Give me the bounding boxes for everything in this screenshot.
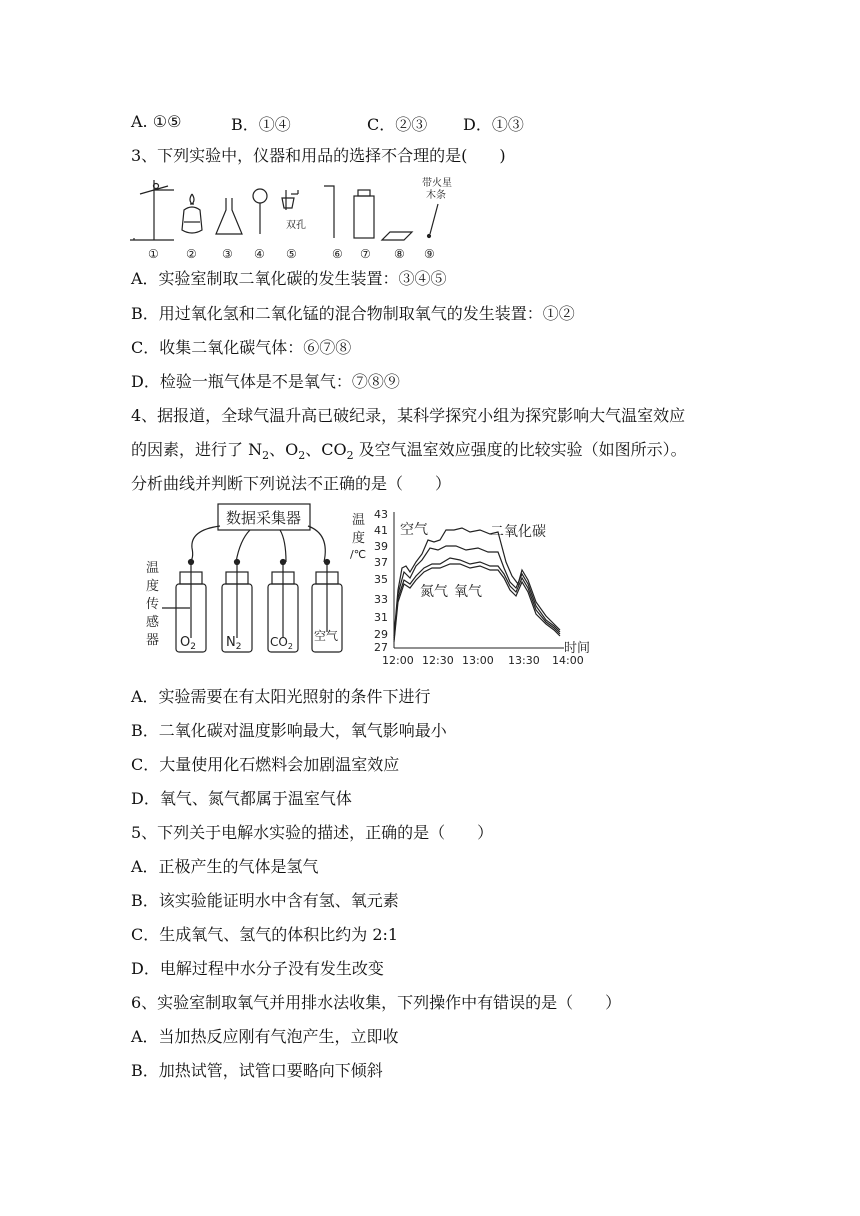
- bottle-co2-label: $CO_2$: [270, 635, 293, 651]
- q5-option-b: B．该实验能证明水中含有氢、氧元素: [131, 891, 399, 910]
- bottle-n2-label: $N_2$: [226, 635, 242, 652]
- q4-option-c: C．大量使用化石燃料会加剧温室效应: [131, 755, 400, 774]
- label-air: 空气: [400, 522, 428, 538]
- label-o2: 氧气: [454, 584, 482, 600]
- q6-option-a: A．当加热反应刚有气泡产生，立即收: [131, 1027, 399, 1046]
- bottle-air-label: 空气: [314, 629, 339, 643]
- wire-1: [190, 526, 220, 562]
- sensor-label-3: 传: [146, 597, 160, 612]
- gas-bottle-icon: [354, 190, 374, 238]
- bent-tube-icon: [324, 186, 334, 238]
- double-hole-label: 双孔: [286, 220, 306, 231]
- q3-option-a: A．实验室制取二氧化碳的发生装置：③④⑤: [131, 269, 447, 288]
- q5-stem: 5、下列关于电解水实验的描述，正确的是（ ）: [131, 823, 494, 842]
- q4-temperature-chart: [350, 506, 600, 670]
- ytick-31: 31: [374, 611, 388, 624]
- label-2: ②: [186, 247, 197, 261]
- ytick-39: 39: [374, 540, 388, 553]
- wire-2: [236, 530, 250, 562]
- ytick-37: 37: [374, 556, 388, 569]
- q3-option-b: B．用过氧化氢和二氧化锰的混合物制取氧气的发生装置：①②: [131, 304, 575, 323]
- label-1: ①: [148, 247, 159, 261]
- glowing-splint-icon: [428, 204, 439, 238]
- ytick-43: 43: [374, 508, 388, 521]
- ylabel-1: 温: [352, 513, 366, 528]
- splint-label-1: 带火星: [422, 178, 452, 189]
- q4-option-a: A．实验需要在有太阳光照射的条件下进行: [131, 687, 431, 706]
- q4-apparatus-figure: [140, 500, 366, 660]
- q6-option-b: B．加热试管，试管口要略向下倾斜: [131, 1061, 383, 1080]
- sensor-label-1: 温: [146, 561, 160, 576]
- sensor-label-2: 度: [146, 579, 160, 594]
- conical-flask-icon: [216, 198, 242, 234]
- sensor-label-5: 器: [146, 633, 160, 648]
- sensor-label-4: 感: [146, 615, 160, 630]
- glass-plate-icon: [382, 232, 412, 240]
- funnel-icon: [253, 189, 267, 234]
- alcohol-lamp-icon: [182, 194, 202, 233]
- splint-label-2: 木条: [426, 190, 446, 201]
- q3-stem: 3、下列实验中，仪器和用品的选择不合理的是( ): [131, 146, 506, 165]
- ytick-27: 27: [374, 641, 388, 654]
- label-n2: 氮气: [420, 584, 448, 600]
- label-3: ③: [222, 247, 233, 261]
- ytick-29: 29: [374, 628, 388, 641]
- label-6: ⑥: [332, 247, 343, 261]
- ytick-35: 35: [374, 573, 388, 586]
- xtick-1230: 12:30: [422, 654, 454, 667]
- ytick-41: 41: [374, 524, 388, 537]
- q4-stem-line2: 的因素，进行了 $N_2$、$O_2$、$CO_2$ 及空气温室效应强度的比较实验（如图所示）。: [131, 440, 687, 463]
- q5-option-a: A．正极产生的气体是氢气: [131, 857, 319, 876]
- xtick-1400: 14:00: [552, 654, 584, 667]
- q4-stem-line1: 4、据报道，全球气温升高已破纪录，某科学探究小组为探究影响大气温室效应: [131, 406, 686, 425]
- q3-apparatus-figure: [128, 176, 452, 262]
- double-hole-stopper-icon: [282, 190, 298, 210]
- label-8: ⑧: [394, 247, 405, 261]
- bottle-o2-label: $O_2$: [180, 635, 196, 652]
- xlabel: 时间: [564, 641, 591, 656]
- iron-stand-icon: [130, 180, 174, 240]
- option-a: A. ①⑤: [131, 112, 182, 131]
- xtick-1200: 12:00: [382, 654, 414, 667]
- label-4: ④: [254, 247, 265, 261]
- label-5: ⑤: [286, 247, 297, 261]
- q4-option-b: B．二氧化碳对温度影响最大，氧气影响最小: [131, 721, 447, 740]
- ylabel-3: /℃: [350, 548, 367, 561]
- q5-option-d: D．电解过程中水分子没有发生改变: [131, 959, 384, 978]
- label-7: ⑦: [360, 247, 371, 261]
- xtick-1300: 13:00: [462, 654, 494, 667]
- ytick-33: 33: [374, 593, 388, 606]
- xtick-1330: 13:30: [508, 654, 540, 667]
- label-co2: 二氧化碳: [490, 524, 546, 540]
- q5-option-c: C．生成氧气、氢气的体积比约为 2:1: [131, 925, 399, 944]
- option-c: C．②③: [367, 115, 428, 134]
- label-9: ⑨: [424, 247, 435, 261]
- curve-co2: [394, 528, 560, 636]
- q6-stem: 6、实验室制取氧气并用排水法收集，下列操作中有错误的是（ ）: [131, 993, 622, 1012]
- wire-3: [280, 530, 286, 562]
- q3-option-c: C．收集二氧化碳气体：⑥⑦⑧: [131, 338, 352, 357]
- data-collector-label: 数据采集器: [226, 509, 302, 527]
- wire-4: [308, 526, 325, 562]
- ylabel-2: 度: [352, 531, 366, 546]
- option-b: B．①④: [231, 115, 291, 134]
- option-d: D．①③: [463, 115, 524, 134]
- q4-option-d: D．氧气、氮气都属于温室气体: [131, 789, 352, 808]
- q4-stem-line3: 分析曲线并判断下列说法不正确的是（ ）: [131, 474, 452, 493]
- q3-option-d: D．检验一瓶气体是不是氧气：⑦⑧⑨: [131, 372, 400, 391]
